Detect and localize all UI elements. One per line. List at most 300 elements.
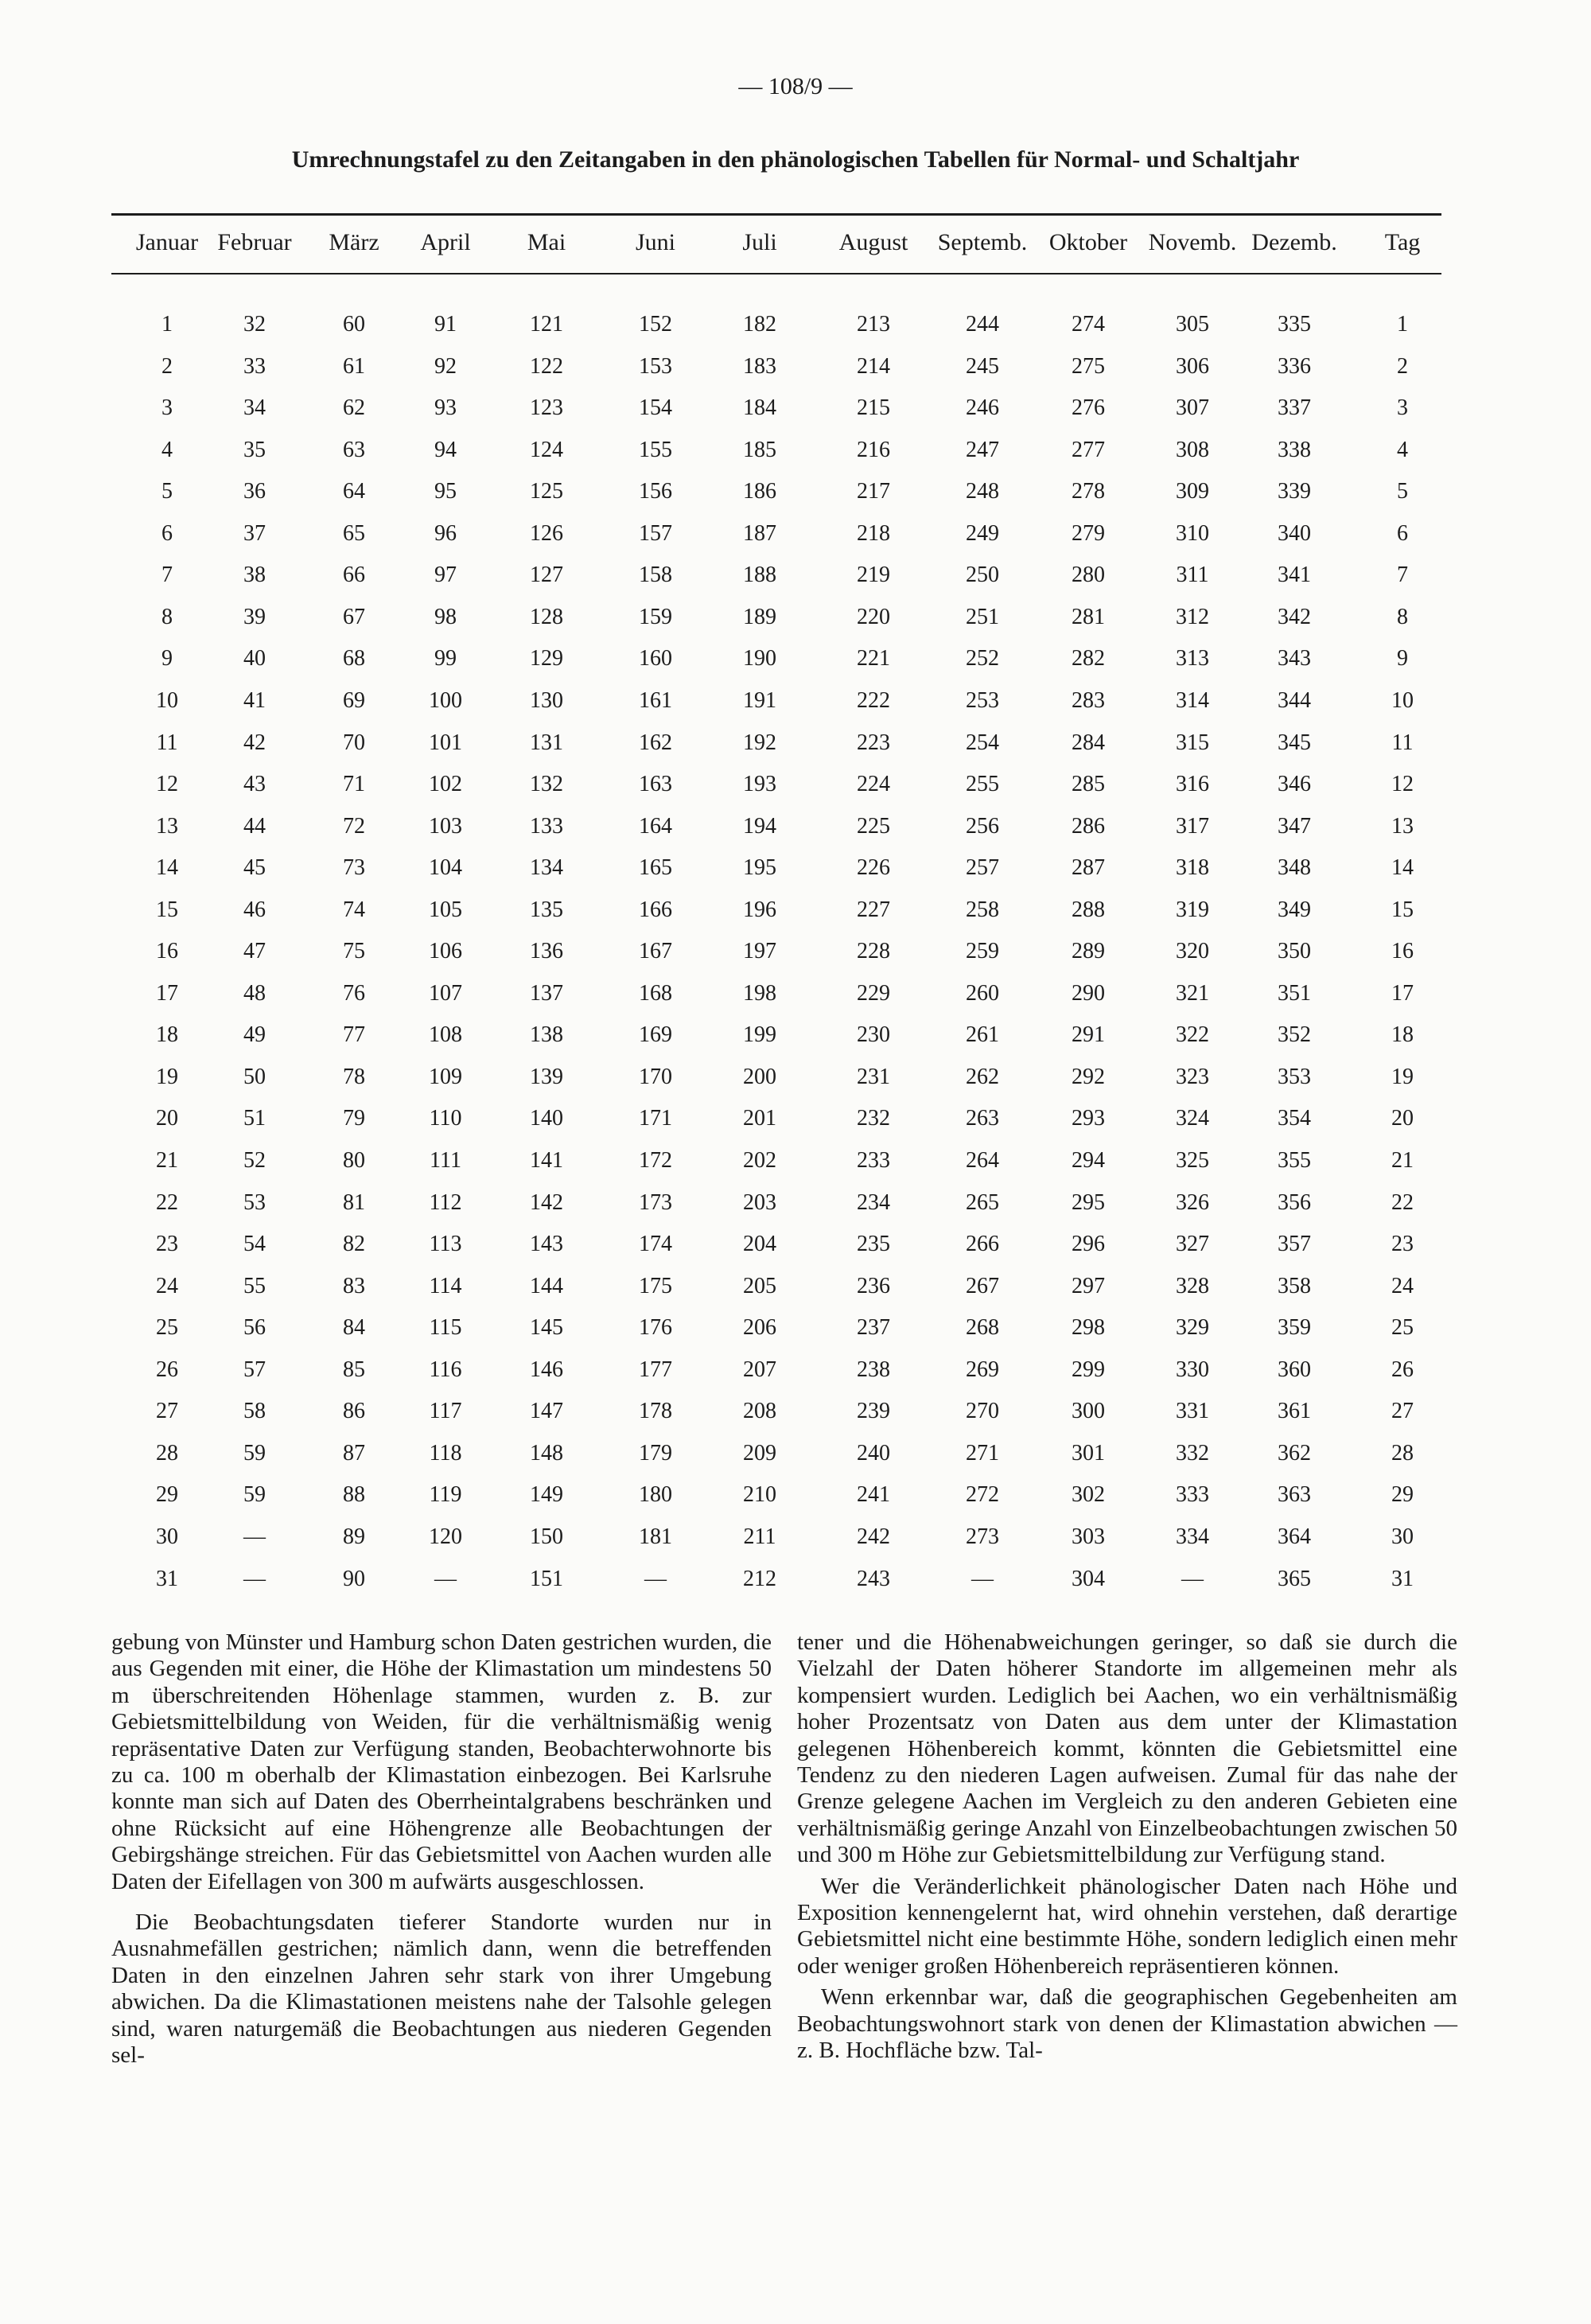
table-cell: 54 (243, 1232, 266, 1257)
table-cell: 347 (1278, 813, 1311, 839)
table-row (111, 479, 1441, 511)
table-cell: 145 (530, 1315, 563, 1341)
table-cell: 212 (743, 1566, 776, 1591)
table-cell: 65 (343, 520, 365, 546)
table-cell: 58 (243, 1399, 266, 1424)
table-cell: 6 (161, 520, 173, 546)
table-cell: 53 (243, 1189, 266, 1215)
table-cell: 113 (429, 1232, 462, 1257)
table-cell: 206 (743, 1315, 776, 1341)
table-cell: 340 (1278, 520, 1311, 546)
table-row (111, 1106, 1441, 1138)
table-cell: 225 (857, 813, 890, 839)
table-cell: 173 (639, 1189, 672, 1215)
right-text-column (797, 1629, 1457, 2065)
table-cell: 182 (743, 312, 776, 337)
table-cell: 108 (429, 1022, 462, 1048)
table-cell: 244 (966, 312, 999, 337)
table-cell: 328 (1176, 1273, 1209, 1298)
table-cell: 116 (429, 1357, 462, 1382)
table-cell: 155 (639, 437, 672, 462)
table-cell: 5 (161, 479, 173, 504)
table-cell: 284 (1072, 730, 1105, 755)
table-cell: 267 (966, 1273, 999, 1298)
column-header: Tag (1384, 229, 1421, 255)
table-cell: 194 (743, 813, 776, 839)
table-cell: 30 (156, 1524, 178, 1549)
table-cell: — (243, 1524, 266, 1549)
table-cell: 75 (343, 939, 365, 964)
column-header: Mai (527, 229, 566, 255)
table-cell: 187 (743, 520, 776, 546)
table-cell: 115 (429, 1315, 462, 1341)
table-row (111, 814, 1441, 846)
table-cell: 89 (343, 1524, 365, 1549)
table-cell: 140 (530, 1106, 563, 1131)
table-cell: 10 (156, 687, 178, 713)
table-cell: 10 (1391, 687, 1414, 713)
table-cell: 3 (1397, 395, 1408, 421)
table-cell: 40 (243, 646, 266, 672)
table-cell: 93 (434, 395, 457, 421)
table-cell: 35 (243, 437, 266, 462)
table-cell: 138 (530, 1022, 563, 1048)
table-cell: 322 (1176, 1022, 1209, 1048)
table-cell: 88 (343, 1482, 365, 1508)
table-cell: 350 (1278, 939, 1311, 964)
table-cell: 151 (530, 1566, 563, 1591)
table-cell: 232 (857, 1106, 890, 1131)
table-cell: 309 (1176, 479, 1209, 504)
table-cell: — (971, 1566, 994, 1591)
table-row (111, 1274, 1441, 1306)
table-cell: 81 (343, 1189, 365, 1215)
table-cell: 31 (1391, 1566, 1414, 1591)
table-cell: 99 (434, 646, 457, 672)
table-cell: 91 (434, 312, 457, 337)
table-cell: 260 (966, 980, 999, 1006)
table-cell: 9 (161, 646, 173, 672)
column-header: April (420, 229, 471, 255)
table-cell: 70 (343, 730, 365, 755)
table-cell: 77 (343, 1022, 365, 1048)
table-cell: 154 (639, 395, 672, 421)
table-cell: 264 (966, 1148, 999, 1173)
table-cell: 106 (429, 939, 462, 964)
table-cell: 101 (429, 730, 462, 755)
table-cell: 178 (639, 1399, 672, 1424)
table-cell: 83 (343, 1273, 365, 1298)
table-cell: 219 (857, 563, 890, 588)
table-cell: 342 (1278, 604, 1311, 629)
table-cell: 351 (1278, 980, 1311, 1006)
table-cell: 357 (1278, 1232, 1311, 1257)
table-cell: 51 (243, 1106, 266, 1131)
table-cell: 230 (857, 1022, 890, 1048)
table-cell: 73 (343, 855, 365, 881)
table-cell: 157 (639, 520, 672, 546)
table-cell: 242 (857, 1524, 890, 1549)
table-cell: 324 (1176, 1106, 1209, 1131)
table-cell: 2 (1397, 353, 1408, 379)
table-cell: 97 (434, 563, 457, 588)
table-cell: 126 (530, 520, 563, 546)
table-cell: 159 (639, 604, 672, 629)
table-cell: 323 (1176, 1064, 1209, 1089)
table-cell: — (434, 1566, 457, 1591)
table-cell: 299 (1072, 1357, 1105, 1382)
table-cell: 283 (1072, 687, 1105, 713)
table-cell: 152 (639, 312, 672, 337)
table-cell: 188 (743, 563, 776, 588)
table-cell: 316 (1176, 772, 1209, 797)
table-cell: 11 (1391, 730, 1414, 755)
table-cell: 362 (1278, 1440, 1311, 1466)
table-cell: 33 (243, 353, 266, 379)
table-cell: 170 (639, 1064, 672, 1089)
table-row (111, 1315, 1441, 1347)
table-cell: 326 (1176, 1189, 1209, 1215)
table-cell: 24 (1391, 1273, 1414, 1298)
table-cell: 19 (156, 1064, 178, 1089)
table-cell: 13 (1391, 813, 1414, 839)
table-cell: 317 (1176, 813, 1209, 839)
table-cell: 27 (156, 1399, 178, 1424)
table-cell: 263 (966, 1106, 999, 1131)
table-cell: 5 (1397, 479, 1408, 504)
table-cell: 338 (1278, 437, 1311, 462)
table-cell: — (243, 1566, 266, 1591)
table-cell: 261 (966, 1022, 999, 1048)
table-cell: 204 (743, 1232, 776, 1257)
table-cell: 291 (1072, 1022, 1105, 1048)
table-cell: 277 (1072, 437, 1105, 462)
table-cell: 200 (743, 1064, 776, 1089)
table-cell: 216 (857, 437, 890, 462)
table-cell: 8 (161, 604, 173, 629)
table-cell: 25 (1391, 1315, 1414, 1341)
table-cell: 220 (857, 604, 890, 629)
table-row (111, 1022, 1441, 1054)
table-cell: 24 (156, 1273, 178, 1298)
column-header: Oktober (1048, 229, 1128, 255)
table-cell: 16 (1391, 939, 1414, 964)
table-cell: 190 (743, 646, 776, 672)
table-cell: 278 (1072, 479, 1105, 504)
table-cell: 312 (1176, 604, 1209, 629)
column-header: Juni (635, 229, 676, 255)
table-cell: 189 (743, 604, 776, 629)
table-row (111, 1357, 1441, 1389)
table-row (111, 1441, 1441, 1473)
table-cell: 30 (1391, 1524, 1414, 1549)
left-paragraph-1: gebung von Münster und Hamburg schon Daten gestrichen wurden, die aus Gegenden mit einer, die Höhe der Klimastation um mindestens 50 m überschreitenden Höhenlage stammen, wurden z. B. zur Gebietsmittelbildung von Weiden, für die verhältnismäßig wenig repräsentative Daten zur Verfügung standen, Beobachterwohnorte bis zu ca. 100 m oberhalb der Klimastation einbezogen. Bei Karlsruhe konnte man sich auf Daten des Oberrheintalgrabens beschränken und ohne Rücksicht auf eine Höhengrenze alle Beobachtungen der Gebirgshänge streichen. Für das Gebietsmittel von Aachen wurden alle Daten der Eifellagen von 300 m aufwärts ausgeschlossen. (111, 1629, 772, 1894)
table-cell: 236 (857, 1273, 890, 1298)
table-cell: 153 (639, 353, 672, 379)
table-cell: 57 (243, 1357, 266, 1382)
table-cell: 217 (857, 479, 890, 504)
table-row (111, 605, 1441, 636)
column-header: März (329, 229, 379, 255)
table-cell: 356 (1278, 1189, 1311, 1215)
right-paragraph-3: Wenn erkennbar war, daß die geographischen Gegebenheiten am Beobachtungswohnort stark von denen der Klimastation abwichen — z. B. Hochfläche bzw. Tal- (797, 1984, 1457, 2064)
table-cell: 213 (857, 312, 890, 337)
table-cell: 177 (639, 1357, 672, 1382)
table-cell: 41 (243, 687, 266, 713)
table-cell: 68 (343, 646, 365, 672)
column-header: Februar (217, 229, 292, 255)
table-cell: 246 (966, 395, 999, 421)
table-cell: 361 (1278, 1399, 1311, 1424)
table-cell: 167 (639, 939, 672, 964)
table-cell: 257 (966, 855, 999, 881)
table-cell: 359 (1278, 1315, 1311, 1341)
table-row (111, 1148, 1441, 1180)
table-cell: 289 (1072, 939, 1105, 964)
table-cell: 94 (434, 437, 457, 462)
table-cell: 273 (966, 1524, 999, 1549)
table-cell: 314 (1176, 687, 1209, 713)
table-cell: 196 (743, 897, 776, 922)
table-row (111, 312, 1441, 344)
table-cell: 117 (429, 1399, 462, 1424)
table-cell: 43 (243, 772, 266, 797)
table-cell: 269 (966, 1357, 999, 1382)
table-cell: 238 (857, 1357, 890, 1382)
table-cell: 341 (1278, 563, 1311, 588)
table-cell: 174 (639, 1232, 672, 1257)
table-row (111, 521, 1441, 553)
table-cell: 364 (1278, 1524, 1311, 1549)
table-cell: 311 (1176, 563, 1209, 588)
table-cell: 15 (1391, 897, 1414, 922)
table-cell: 82 (343, 1232, 365, 1257)
table-cell: 214 (857, 353, 890, 379)
table-cell: 9 (1397, 646, 1408, 672)
table-cell: 256 (966, 813, 999, 839)
table-cell: 84 (343, 1315, 365, 1341)
table-cell: 302 (1072, 1482, 1105, 1508)
table-cell: 226 (857, 855, 890, 881)
table-cell: 241 (857, 1482, 890, 1508)
table-cell: 1 (1397, 312, 1408, 337)
table-cell: 160 (639, 646, 672, 672)
table-cell: 228 (857, 939, 890, 964)
table-cell: 329 (1176, 1315, 1209, 1341)
table-cell: 243 (857, 1566, 890, 1591)
table-cell: 143 (530, 1232, 563, 1257)
table-cell: 325 (1176, 1148, 1209, 1173)
table-cell: 262 (966, 1064, 999, 1089)
table-cell: 258 (966, 897, 999, 922)
table-cell: 250 (966, 563, 999, 588)
table-cell: 169 (639, 1022, 672, 1048)
table-row (111, 1524, 1441, 1556)
table-cell: 335 (1278, 312, 1311, 337)
table-cell: 74 (343, 897, 365, 922)
table-cell: 103 (429, 813, 462, 839)
table-cell: — (1181, 1566, 1204, 1591)
table-cell: 142 (530, 1189, 563, 1215)
table-cell: 148 (530, 1440, 563, 1466)
table-cell: 26 (156, 1357, 178, 1382)
table-cell: 129 (530, 646, 563, 672)
table-cell: 132 (530, 772, 563, 797)
table-cell: 66 (343, 563, 365, 588)
table-cell: 271 (966, 1440, 999, 1466)
table-cell: 339 (1278, 479, 1311, 504)
table-cell: 240 (857, 1440, 890, 1466)
table-cell: 185 (743, 437, 776, 462)
table-cell: 315 (1176, 730, 1209, 755)
table-cell: 333 (1176, 1482, 1209, 1508)
table-cell: 47 (243, 939, 266, 964)
table-cell: 165 (639, 855, 672, 881)
table-cell: 123 (530, 395, 563, 421)
table-cell: 300 (1072, 1399, 1105, 1424)
table-cell: 288 (1072, 897, 1105, 922)
table-cell: 298 (1072, 1315, 1105, 1341)
left-text-column (111, 1629, 772, 2069)
table-cell: 321 (1176, 980, 1209, 1006)
left-paragraph-2: Die Beobachtungsdaten tieferer Standorte wurden nur in Ausnahmefällen gestrichen; nämlich dann, wenn die betreffenden Daten in den einzelnen Jahren sehr stark von ihrer Umgebung abwichen. Da die Klimastationen meistens nahe der Talsohle gelegen sind, waren naturgemäß die Beobachtungen aus niederen Gegenden sel- (111, 1909, 772, 2069)
table-cell: 98 (434, 604, 457, 629)
table-cell: 301 (1072, 1440, 1105, 1466)
column-header: Dezemb. (1251, 229, 1337, 255)
table-cell: 64 (343, 479, 365, 504)
table-cell: 292 (1072, 1064, 1105, 1089)
table-cell: 135 (530, 897, 563, 922)
table-cell: 296 (1072, 1232, 1105, 1257)
table-cell: 231 (857, 1064, 890, 1089)
table-cell: 19 (1391, 1064, 1414, 1089)
table-cell: 46 (243, 897, 266, 922)
table-cell: 164 (639, 813, 672, 839)
table-cell: 343 (1278, 646, 1311, 672)
table-cell: 3 (161, 395, 173, 421)
table-cell: 162 (639, 730, 672, 755)
table-cell: 4 (161, 437, 173, 462)
table-cell: 308 (1176, 437, 1209, 462)
table-cell: 12 (156, 772, 178, 797)
table-cell: 146 (530, 1357, 563, 1382)
table-cell: 4 (1397, 437, 1408, 462)
table-cell: 334 (1176, 1524, 1209, 1549)
table-cell: 86 (343, 1399, 365, 1424)
table-cell: 29 (156, 1482, 178, 1508)
table-top-rule (111, 213, 1441, 216)
table-cell: 23 (1391, 1232, 1414, 1257)
table-cell: 227 (857, 897, 890, 922)
table-cell: 18 (1391, 1022, 1414, 1048)
table-cell: 320 (1176, 939, 1209, 964)
table-cell: 133 (530, 813, 563, 839)
table-cell: 179 (639, 1440, 672, 1466)
table-cell: 102 (429, 772, 462, 797)
table-cell: 184 (743, 395, 776, 421)
table-cell: 248 (966, 479, 999, 504)
table-cell: 304 (1072, 1566, 1105, 1591)
table-cell: 125 (530, 479, 563, 504)
table-cell: 15 (156, 897, 178, 922)
table-row (111, 1567, 1441, 1598)
table-cell: 158 (639, 563, 672, 588)
table-cell: 211 (743, 1524, 776, 1549)
table-cell: 147 (530, 1399, 563, 1424)
column-header: August (838, 229, 908, 255)
table-cell: 281 (1072, 604, 1105, 629)
table-cell: 193 (743, 772, 776, 797)
table-cell: 274 (1072, 312, 1105, 337)
table-row (111, 354, 1441, 386)
table-cell: 112 (429, 1189, 462, 1215)
table-cell: 85 (343, 1357, 365, 1382)
table-cell: 331 (1176, 1399, 1209, 1424)
table-cell: 353 (1278, 1064, 1311, 1089)
table-cell: 306 (1176, 353, 1209, 379)
table-cell: 270 (966, 1399, 999, 1424)
table-cell: 266 (966, 1232, 999, 1257)
table-cell: 290 (1072, 980, 1105, 1006)
column-header: Novemb. (1148, 229, 1237, 255)
table-cell: 104 (429, 855, 462, 881)
table-cell: 62 (343, 395, 365, 421)
table-cell: 76 (343, 980, 365, 1006)
table-cell: 149 (530, 1482, 563, 1508)
table-cell: 352 (1278, 1022, 1311, 1048)
table-cell: 307 (1176, 395, 1209, 421)
table-cell: 139 (530, 1064, 563, 1089)
table-row (111, 730, 1441, 762)
table-cell: 17 (1391, 980, 1414, 1006)
table-cell: 20 (156, 1106, 178, 1131)
table-cell: 180 (639, 1482, 672, 1508)
table-cell: 79 (343, 1106, 365, 1131)
table-cell: 172 (639, 1148, 672, 1173)
table-cell: 1 (161, 312, 173, 337)
table-cell: 254 (966, 730, 999, 755)
table-cell: 233 (857, 1148, 890, 1173)
table-cell: 360 (1278, 1357, 1311, 1382)
table-cell: 272 (966, 1482, 999, 1508)
table-header-rule (111, 273, 1441, 274)
table-cell: 131 (530, 730, 563, 755)
table-cell: 31 (156, 1566, 178, 1591)
table-cell: 201 (743, 1106, 776, 1131)
table-cell: 141 (530, 1148, 563, 1173)
table-cell: 365 (1278, 1566, 1311, 1591)
table-row (111, 438, 1441, 469)
table-cell: 127 (530, 563, 563, 588)
table-cell: 253 (966, 687, 999, 713)
table-cell: 282 (1072, 646, 1105, 672)
table-row (111, 1190, 1441, 1222)
column-header: Septemb. (937, 229, 1028, 255)
table-cell: 207 (743, 1357, 776, 1382)
table-cell: 39 (243, 604, 266, 629)
table-cell: 71 (343, 772, 365, 797)
table-cell: 121 (530, 312, 563, 337)
table-cell: 63 (343, 437, 365, 462)
table-cell: 268 (966, 1315, 999, 1341)
table-cell: 255 (966, 772, 999, 797)
table-cell: 229 (857, 980, 890, 1006)
table-cell: 275 (1072, 353, 1105, 379)
table-cell: 295 (1072, 1189, 1105, 1215)
table-cell: 222 (857, 687, 890, 713)
table-cell: 130 (530, 687, 563, 713)
table-cell: 251 (966, 604, 999, 629)
